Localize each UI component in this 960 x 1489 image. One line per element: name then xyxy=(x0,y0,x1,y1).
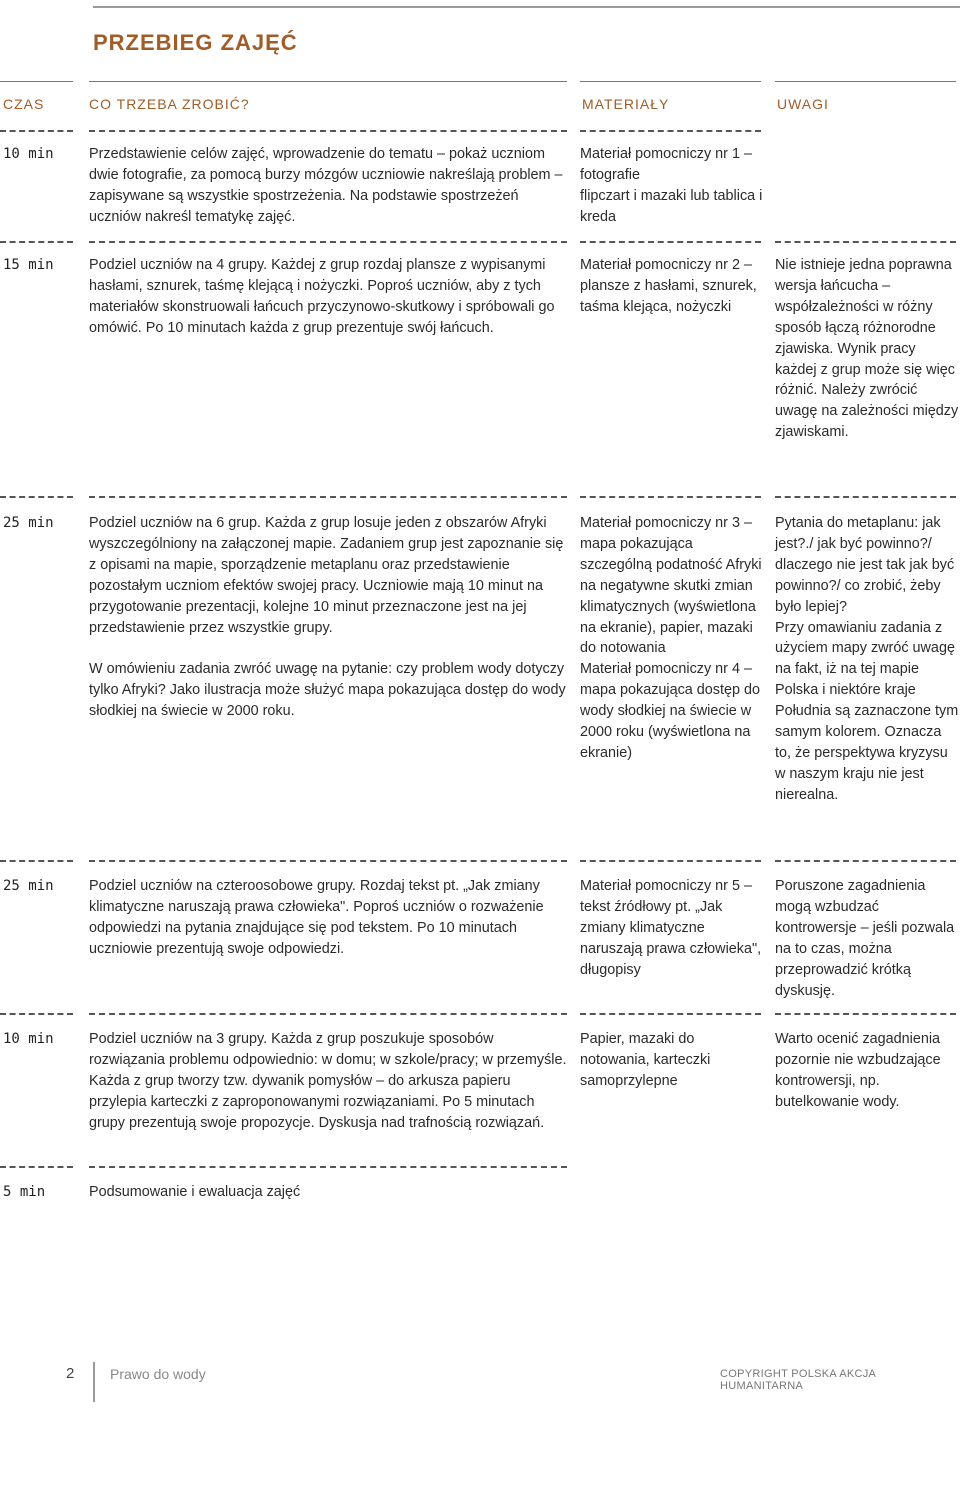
materials-item: Materiał pomocniczy nr 4 – mapa pokazująca dostęp do wody słodkiej na świecie w 2000 roku (wyświetlona na ekranie) xyxy=(580,661,761,761)
row-todo xyxy=(89,1029,569,1134)
todo-paragraph: Podsumowanie i ewaluacja zajęć xyxy=(89,1184,301,1200)
row-time: 25 min xyxy=(3,878,54,894)
header-rule-time xyxy=(0,81,73,82)
row-time: 5 min xyxy=(3,1184,46,1200)
row-notes xyxy=(775,255,960,443)
row-notes xyxy=(775,1029,960,1113)
footer-copyright: COPYRIGHT POLSKA AKCJA HUMANITARNA xyxy=(720,1368,876,1392)
materials-item: Materiał pomocniczy nr 5 – tekst źródłowy pt. „Jak zmiany klimatyczne naruszają prawa człowieka", długopisy xyxy=(580,878,762,978)
row-materials xyxy=(580,876,765,981)
row-time: 25 min xyxy=(3,515,54,531)
notes-item: Warto ocenić zagadnienia pozornie nie wzbudzające kontrowersji, np. butelkowanie wody. xyxy=(775,1031,941,1110)
title-rule xyxy=(93,6,960,8)
materials-item: Materiał pomocniczy nr 1 – fotografie xyxy=(580,146,752,183)
notes-item: Nie istnieje jedna poprawna wersja łańcucha – współzależności w różny sposób łączą różnorodne zjawiska. Wynik pracy każdej z grup może się więc różnić. Należy zwrócić uwagę na zależności między zjawiskami. xyxy=(775,257,959,441)
header-time: CZAS xyxy=(3,96,45,112)
todo-paragraph: W omówieniu zadania zwróć uwagę na pytanie: czy problem wody dotyczy tylko Afryki? Jako ilustracja może służyć mapa pokazująca dostęp do wody słodkiej na świecie w 2000 roku. xyxy=(89,661,566,720)
notes-item: Poruszone zagadnienia mogą wzbudzać kontrowersje – jeśli pozwala na to czas, można przeprowadzić krótką dyskusję. xyxy=(775,878,955,999)
notes-item: Pytania do metaplanu: jak jest?./ jak być powinno?/ dlaczego nie jest tak jak być powinno?/ co zrobić, żeby było lepiej? xyxy=(775,515,955,615)
header-rule-todo xyxy=(89,81,567,82)
row-materials xyxy=(580,255,765,318)
footer-doc-title: Prawo do wody xyxy=(110,1366,206,1382)
row-materials xyxy=(580,144,765,228)
footer-divider xyxy=(93,1362,95,1402)
todo-paragraph: Podziel uczniów na 4 grupy. Każdej z grup rozdaj plansze z wypisanymi hasłami, sznurek, taśmę klejącą i nożyczki. Poproś uczniów, aby z tych materiałów skonstruowali łańcuch przyczynowo-skutkowy i spróbowali go omówić. Po 10 minutach każda z grup prezentuje swój łańcuch. xyxy=(89,257,555,336)
row-materials xyxy=(580,1029,765,1092)
todo-paragraph: Przedstawienie celów zajęć, wprowadzenie do tematu – pokaż uczniom dwie fotografie, za pomocą burzy mózgów uczniowie nakreślają problem – zapisywane są wszystkie spostrzeżenia. Na podstawie spostrzeżeń uczniów nakreśl tematykę zajęć. xyxy=(89,146,563,225)
todo-paragraph: Podziel uczniów na 6 grup. Każda z grup losuje jeden z obszarów Afryki wyszczególniony na załączonej mapie. Zadaniem grup jest zapoznanie się z opisami na mapie, sporządzenie metaplanu oraz przedstawienie pozostałym uczniom efektów swojej pracy. Uczniowie mają 10 minut na przygotowanie prezentacji, kolejne 10 minut przeznaczone jest na jej przedstawienie przez wszystkie grupy. xyxy=(89,515,564,636)
header-notes: UWAGI xyxy=(777,96,829,112)
materials-item: Materiał pomocniczy nr 3 – mapa pokazująca szczególną podatność Afryki na negatywne skutki zmian klimatycznych (wyświetlona na ekranie), papier, mazaki do notowania xyxy=(580,515,762,657)
row-todo xyxy=(89,144,569,228)
row-time: 10 min xyxy=(3,146,54,162)
materials-item: Papier, mazaki do notowania, karteczki samoprzylepne xyxy=(580,1031,711,1089)
todo-paragraph: Podziel uczniów na 3 grupy. Każda z grup poszukuje sposobów rozwiązania problemu odpowiednio: w domu; w szkole/pracy; w przemyśle. Każda z grup tworzy tzw. dywanik pomysłów – do arkusza papieru przylepia karteczki z zaproponowanymi rozwiązaniami. Po 5 minutach grupy prezentują swoje propozycje. Dyskusja nad trafnością rozwiązań. xyxy=(89,1031,567,1131)
row-todo xyxy=(89,876,569,960)
row-todo xyxy=(89,1182,569,1203)
header-materials: MATERIAŁY xyxy=(582,96,670,112)
notes-item: Przy omawianiu zadania z użyciem mapy zwróć uwagę na fakt, iż na tej mapie Polska i niektóre kraje Południa są zaznaczone tym samym kolorem. Oznacza to, że perspektywa kryzysu w naszym kraju nie jest nierealna. xyxy=(775,619,959,803)
page-title: PRZEBIEG ZAJĘĆ xyxy=(93,30,298,55)
header-todo: CO TRZEBA ZROBIĆ? xyxy=(89,96,250,112)
row-notes xyxy=(775,513,960,806)
materials-item: flipczart i mazaki lub tablica i kreda xyxy=(580,187,763,225)
header-rule-materials xyxy=(580,81,761,82)
row-notes xyxy=(775,876,960,1001)
materials-item: Materiał pomocniczy nr 2 – plansze z hasłami, sznurek, taśma klejąca, nożyczki xyxy=(580,257,757,315)
page-number: 2 xyxy=(66,1365,75,1382)
header-rule-notes xyxy=(775,81,956,82)
row-time: 15 min xyxy=(3,257,54,273)
todo-paragraph: Podziel uczniów na czteroosobowe grupy. Rozdaj tekst pt. „Jak zmiany klimatyczne naruszają prawa człowieka". Poproś uczniów o rozważenie odpowiedzi na pytania znajdujące się pod tekstem. Po 10 minutach uczniowie prezentują swoje odpowiedzi. xyxy=(89,878,544,957)
row-time: 10 min xyxy=(3,1031,54,1047)
row-todo xyxy=(89,513,569,722)
row-todo xyxy=(89,255,569,339)
row-materials xyxy=(580,513,765,764)
